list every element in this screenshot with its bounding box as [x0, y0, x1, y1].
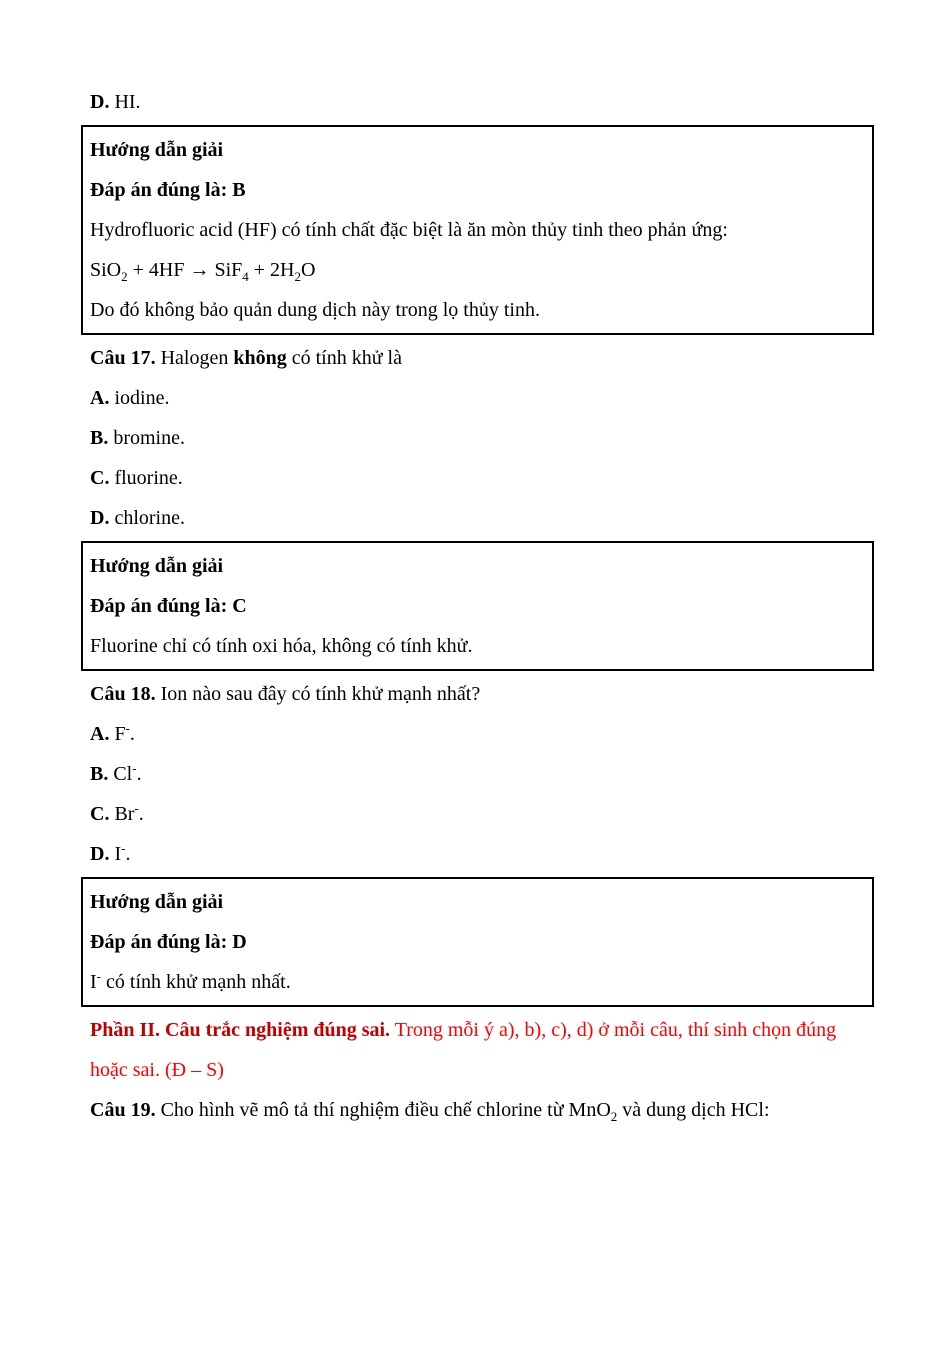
- q16-solution-explanation: Hydrofluoric acid (HF) có tính chất đặc biệt là ăn mòn thủy tinh theo phản ứng:: [90, 219, 728, 241]
- q18-option-a: [90, 714, 870, 754]
- q18-option-b-label: B.: [90, 763, 109, 785]
- section2-heading-rest: Trong mỗi ý a), b), c), d) ở mỗi câu, thí sinh chọn đúng hoặc sai. (Đ – S): [90, 1019, 837, 1081]
- q17-option-a-label: A.: [90, 387, 110, 409]
- q16-solution-note: Do đó không bảo quản dung dịch này trong lọ thủy tinh.: [90, 299, 540, 321]
- q16-solution-title: Hướng dẫn giải: [90, 139, 224, 161]
- q18-option-c: [90, 794, 870, 834]
- q17-solution-title: Hướng dẫn giải: [90, 555, 224, 577]
- q17-option-c: [90, 458, 870, 498]
- q16-option-d-label: D.: [90, 91, 110, 113]
- q18-solution-answer: Đáp án đúng là: D: [90, 931, 247, 953]
- q16-option-d: [90, 82, 870, 122]
- q18-number: Câu 18.: [90, 683, 156, 705]
- q19-stem: [90, 1090, 870, 1130]
- q16-option-d-text: HI.: [114, 91, 141, 113]
- q16-solution-box: [81, 125, 874, 335]
- q18-option-a-label: A.: [90, 723, 110, 745]
- q16-chemical-equation: $SiO_2 + 4HF \to SiF_4 + 2H_2O$: [90, 259, 316, 284]
- q17-option-a-text: iodine.: [114, 387, 170, 409]
- q18-option-b: [90, 754, 870, 794]
- q17-solution-box: [81, 541, 874, 671]
- q19-stem-text: Cho hình vẽ mô tả thí nghiệm điều chế chlorine từ MnO$_2$ và dung dịch HCl:: [160, 1099, 770, 1124]
- q18-solution-title: Hướng dẫn giải: [90, 891, 224, 913]
- q18-solution-box: [81, 877, 874, 1007]
- q18-stem: [90, 674, 870, 714]
- section2-heading-bold: Phần II. Câu trắc nghiệm đúng sai.: [90, 1019, 391, 1041]
- q17-option-c-text: fluorine.: [114, 467, 183, 489]
- q19-number: Câu 19.: [90, 1099, 156, 1121]
- q18-option-d: [90, 834, 870, 874]
- q18-option-d-text: I-.: [114, 840, 131, 865]
- q17-option-d: [90, 498, 870, 538]
- q17-option-d-label: D.: [90, 507, 110, 529]
- q18-solution-explanation: I- có tính khử mạnh nhất.: [90, 968, 291, 993]
- q18-stem-text: Ion nào sau đây có tính khử mạnh nhất?: [160, 683, 481, 705]
- q18-option-b-text: Cl-.: [113, 760, 142, 785]
- section2-heading: [90, 1010, 870, 1090]
- q17-stem: Câu 17. Halogen không có tính khử là: [90, 347, 402, 369]
- q17-solution-explanation: Fluorine chỉ có tính oxi hóa, không có tính khử.: [90, 635, 473, 657]
- q18-option-a-text: F-.: [114, 720, 135, 745]
- q17-option-b-text: bromine.: [113, 427, 185, 449]
- q17-option-d-text: chlorine.: [114, 507, 185, 529]
- q17-option-a: [90, 378, 870, 418]
- q16-solution-answer: Đáp án đúng là: B: [90, 179, 246, 201]
- q17-option-b-label: B.: [90, 427, 109, 449]
- q18-option-c-label: C.: [90, 803, 110, 825]
- q17-option-c-label: C.: [90, 467, 110, 489]
- q18-option-c-text: Br-.: [114, 800, 144, 825]
- q17-option-b: [90, 418, 870, 458]
- q18-option-d-label: D.: [90, 843, 110, 865]
- q17-solution-answer: Đáp án đúng là: C: [90, 595, 247, 617]
